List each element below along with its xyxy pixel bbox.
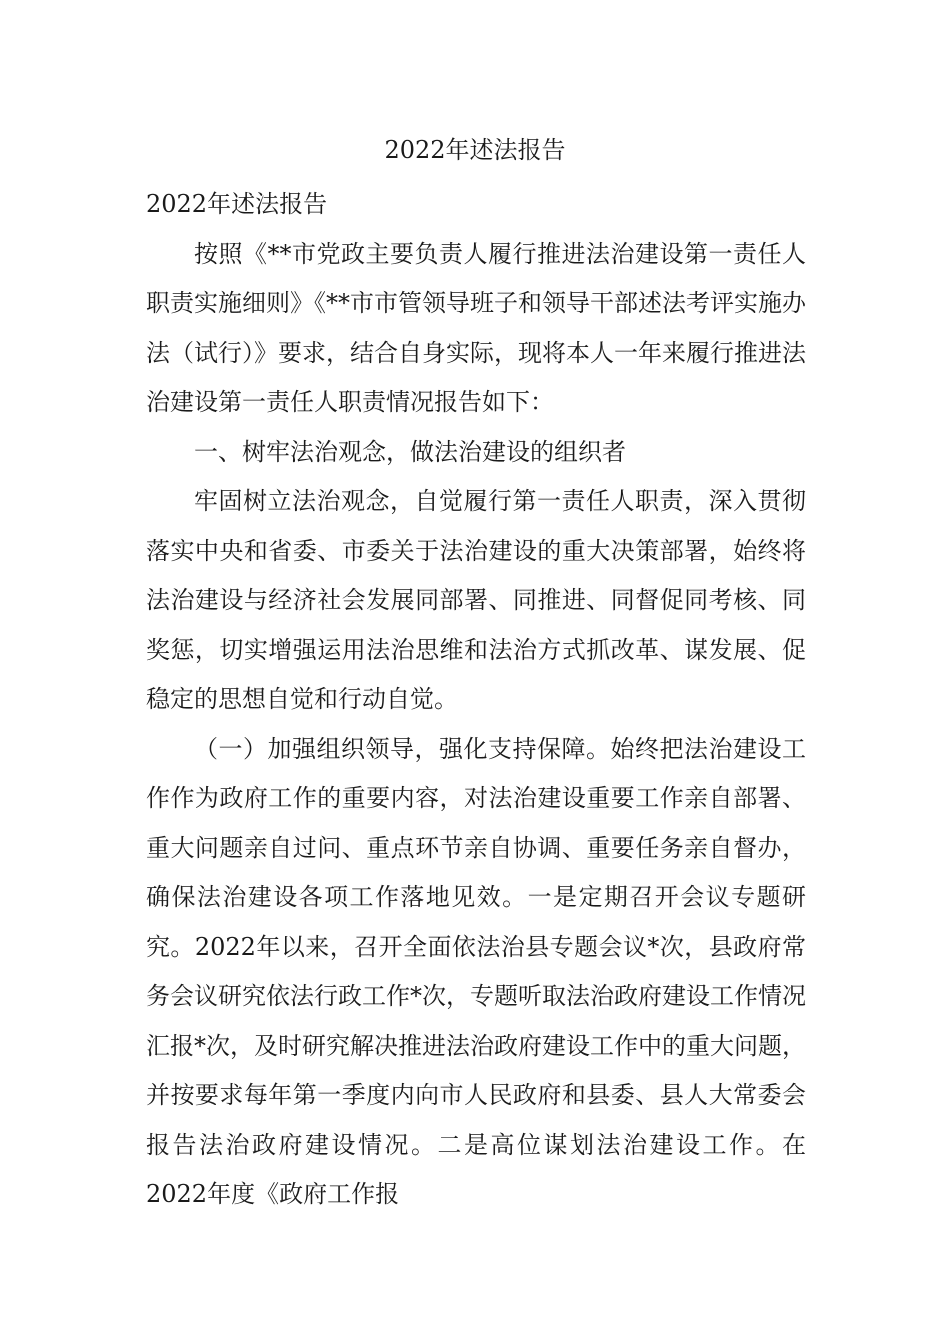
section-heading-1: 一、树牢法治观念，做法治建设的组织者 xyxy=(194,437,626,466)
paragraph-intro: 按照《**市党政主要负责人履行推进法治建设第一责任人职责实施细则》《**市市管领导班子和领导干部述法考评实施办法（试行）》要求，结合自身实际，现将本人一年来履行推进法治建设第一责任人职责情况报告如下： xyxy=(146,239,806,416)
document-body xyxy=(146,180,806,1220)
paragraph-subsection-1: （一）加强组织领导，强化支持保障。始终把法治建设工作作为政府工作的重要内容，对法治建设重要工作亲自部署、重大问题亲自过问、重点环节亲自协调、重要任务亲自督办，确保法治建设各项工作落地见效。一是定期召开会议专题研究。2022年以来，召开全面依法治县专题会议*次，县政府常务会议研究依法行政工作*次，专题听取法治政府建设工作情况汇报*次，及时研究解决推进法治政府建设工作中的重大问题，并按要求每年第一季度内向市人民政府和县委、县人大常委会报告法治政府建设情况。二是高位谋划法治建设工作。在2022年度《政府工作报 xyxy=(146,734,806,1208)
document-title: 2022年述法报告 xyxy=(384,136,566,164)
document-subtitle: 2022年述法报告 xyxy=(146,190,328,218)
paragraph-section-1: 牢固树立法治观念，自觉履行第一责任人职责，深入贯彻落实中央和省委、市委关于法治建设的重大决策部署，始终将法治建设与经济社会发展同部署、同推进、同督促同考核、同奖惩，切实增强运用法治思维和法治方式抓改革、谋发展、促稳定的思想自觉和行动自觉。 xyxy=(146,487,806,713)
